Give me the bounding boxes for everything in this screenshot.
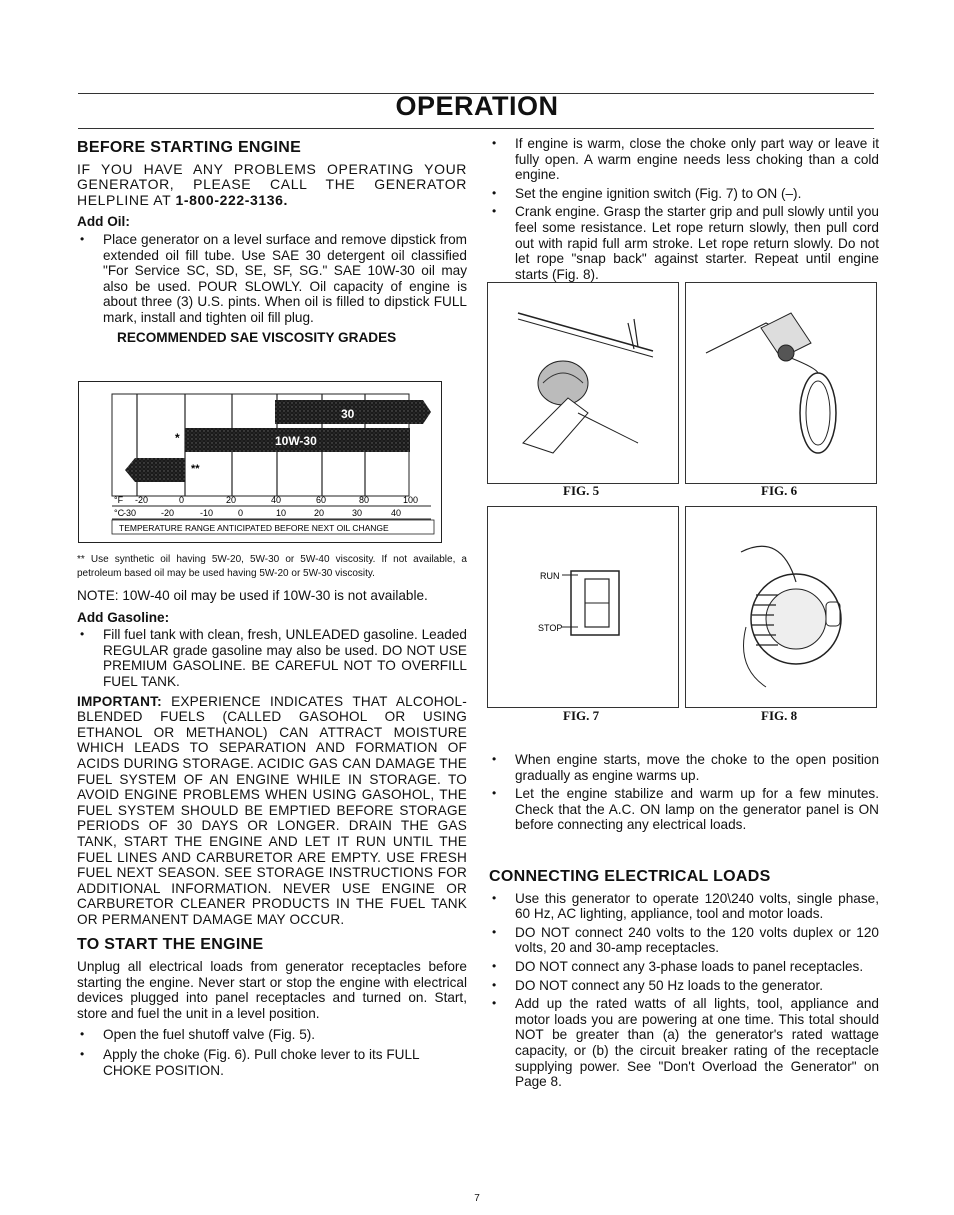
list-item: • Place generator on a level surface and remove dipstick from extended oil fill tube. Use SAE 30 detergent oil classified "For Service SC, SD, SE, SF, SG." SAE 10W-30 oil may also be used. POUR SLOWLY. Oil capacity of engine is about three (3) U.S. pints. When oil is filled to dipstick FULL mark, install and tighten oil fill plug. <box>77 232 467 326</box>
f-tick-label: 40 <box>271 495 282 505</box>
celsius-label: °C <box>114 508 125 518</box>
list-item: • When engine starts, move the choke to the open position gradually as engine warms up. <box>489 752 879 783</box>
start-list <box>77 1027 467 1078</box>
f-tick-label: -20 <box>135 495 149 505</box>
figure-8 <box>685 506 877 708</box>
page-title: OPERATION <box>395 91 559 121</box>
list-item: • If engine is warm, close the choke only part way or leave it fully open. A warm engine needs less choking than a cold engine. <box>489 136 879 183</box>
note-10w40: NOTE: 10W-40 oil may be used if 10W-30 is not available. <box>77 588 428 603</box>
switch-stop-label: STOP <box>538 623 563 633</box>
c-tick-label: 10 <box>276 508 287 518</box>
add-oil-heading: Add Oil: <box>77 214 130 230</box>
heading-connecting-loads: CONNECTING ELECTRICAL LOADS <box>489 867 771 885</box>
viscosity-chart <box>78 381 442 543</box>
switch-run-label: RUN <box>540 571 560 581</box>
ignition-switch-illustration <box>488 507 678 707</box>
right-lower <box>489 752 879 1090</box>
fig8-caption: FIG. 8 <box>761 708 798 723</box>
list-item: • Fill fuel tank with clean, fresh, UNLEADED gasoline. Leaded REGULAR grade gasoline may also be used. DO NOT USE PREMIUM GASOLINE. BE CAREFUL NOT TO OVERFILL FUEL TANK. <box>77 627 467 689</box>
left-lower <box>77 553 467 1078</box>
start-intro: Unplug all electrical loads from generator receptacles before starting the engine. Never start or stop the engine with electrical devices plugged into panel receptacles and turned on. Start, store and fuel the unit in a level position. <box>77 959 467 1021</box>
choke-lever-illustration <box>686 283 876 483</box>
heading-start-engine: TO START THE ENGINE <box>77 936 264 954</box>
list-item: • Apply the choke (Fig. 6). Pull choke lever to its FULL CHOKE POSITION. <box>77 1047 467 1078</box>
fahrenheit-label: °F <box>114 495 124 505</box>
chart-caption: TEMPERATURE RANGE ANTICIPATED BEFORE NEXT OIL CHANGE <box>119 523 389 533</box>
oil-list <box>77 232 467 326</box>
helpline-paragraph <box>77 162 467 209</box>
recoil-starter-illustration <box>686 507 876 707</box>
fuel-valve-illustration <box>488 283 678 483</box>
helpline-number: 1-800-222-3136. <box>175 191 289 208</box>
footnote: ** Use synthetic oil having 5W-20, 5W-30 or 5W-40 viscosity. If not available, a petroleum based oil may be used having 5W-20 or 5W-30 viscosity. <box>77 554 467 579</box>
c-tick-label: -30 <box>123 508 137 518</box>
list-item: • DO NOT connect 240 volts to the 120 volts duplex or 120 volts, 20 and 30-amp receptacles. <box>489 925 879 956</box>
warmup-list <box>489 752 879 833</box>
single-asterisk: * <box>175 431 180 445</box>
list-item: • Crank engine. Grasp the starter grip and pull slowly until you feel some resistance. Let rope return slowly, then pull cord out with rapid full arm stroke. Let rope return slowly. Do not let rope "snap back" against starter. Repeat until engine starts (Fig. 8). <box>489 204 879 282</box>
figure-5 <box>487 282 679 484</box>
helpline-intro: IF YOU HAVE ANY PROBLEMS OPERATING YOUR GENERATOR, PLEASE CALL THE GENERATOR HELPLINE AT <box>77 160 467 208</box>
left-column <box>77 140 467 345</box>
list-item: • Open the fuel shutoff valve (Fig. 5). <box>77 1027 467 1043</box>
list-item: • DO NOT connect any 3-phase loads to panel receptacles. <box>489 959 879 975</box>
start-steps-list <box>489 136 879 282</box>
right-column <box>489 136 879 282</box>
add-gasoline-heading: Add Gasoline: <box>77 609 170 625</box>
list-item: • Set the engine ignition switch (Fig. 7) to ON (–). <box>489 186 879 202</box>
figure-6 <box>685 282 877 484</box>
important-text: EXPERIENCE INDICATES THAT ALCOHOL-BLENDED FUELS (CALLED GASOHOL OR USING ETHANOL OR METHANOL) CAN ATTRACT MOISTURE WHICH LEADS TO SEPARATION AND FORMATION OF ACIDS DURING STORAGE. ACIDIC GAS CAN DAMAGE THE FUEL SYSTEM OF AN ENGINE WHILE IN STORAGE. TO AVOID ENGINE PROBLEMS WHEN USING GASOHOL, THE FUEL SYSTEM SHOULD BE EMPTIED BEFORE STORAGE PERIODS OF 30 DAYS OR LONGER. DRAIN THE GAS TANK, START THE ENGINE AND LET IT RUN UNTIL THE FUEL LINES AND CARBURETOR ARE EMPTY. USE FRESH FUEL NEXT SEASON. SEE STORAGE INSTRUCTIONS FOR ADDITIONAL INFORMATION. NEVER USE ENGINE OR CARBURETOR CLEANER PRODUCTS IN THE FUEL TANK OR PERMANENT DAMAGE MAY OCCUR. <box>77 693 467 927</box>
fig6-caption: FIG. 6 <box>761 483 798 498</box>
bar-label-30: 30 <box>341 407 355 421</box>
bar-synthetic <box>125 458 185 482</box>
f-tick-label: 60 <box>316 495 327 505</box>
f-tick-label: 0 <box>179 495 185 505</box>
list-item: • Let the engine stabilize and warm up for a few minutes. Check that the A.C. ON lamp on the generator panel is ON before connecting any electrical loads. <box>489 786 879 833</box>
heading-before-starting: BEFORE STARTING ENGINE <box>77 139 302 156</box>
list-item: • Add up the rated watts of all lights, tool, appliance and motor loads you are powering at one time. This total should NOT be greater than (a) the generator's rated wattage capacity, or (b) the circuit breaker rating of the receptacle supplying power. See "Don't Overload the Generator" on Page 8. <box>489 996 879 1090</box>
list-item: • Use this generator to operate 120\240 volts, single phase, 60 Hz, AC lighting, appliance, tool and motor loads. <box>489 891 879 922</box>
fig5-caption: FIG. 5 <box>563 483 600 498</box>
title-underline <box>78 128 874 129</box>
f-tick-label: 100 <box>403 495 419 505</box>
page-number: 7 <box>474 1193 480 1204</box>
important-label: IMPORTANT: <box>77 693 162 709</box>
figure-7 <box>487 506 679 708</box>
c-tick-label: -10 <box>200 508 214 518</box>
viscosity-chart-graphic <box>79 382 441 542</box>
c-tick-labels <box>123 508 401 518</box>
c-tick-label: 0 <box>238 508 244 518</box>
important-paragraph <box>77 694 467 928</box>
f-tick-label: 80 <box>359 495 370 505</box>
c-tick-label: 30 <box>352 508 363 518</box>
viscosity-heading: RECOMMENDED SAE VISCOSITY GRADES <box>117 329 397 345</box>
list-item: • DO NOT connect any 50 Hz loads to the generator. <box>489 978 879 994</box>
gas-list <box>77 627 467 689</box>
fig7-caption: FIG. 7 <box>563 708 600 723</box>
loads-list <box>489 891 879 1090</box>
f-tick-label: 20 <box>226 495 237 505</box>
c-tick-label: -20 <box>161 508 175 518</box>
c-tick-label: 20 <box>314 508 325 518</box>
double-asterisk: ** <box>191 463 200 475</box>
bar-label-10w30: 10W-30 <box>275 434 317 448</box>
c-tick-label: 40 <box>391 508 402 518</box>
